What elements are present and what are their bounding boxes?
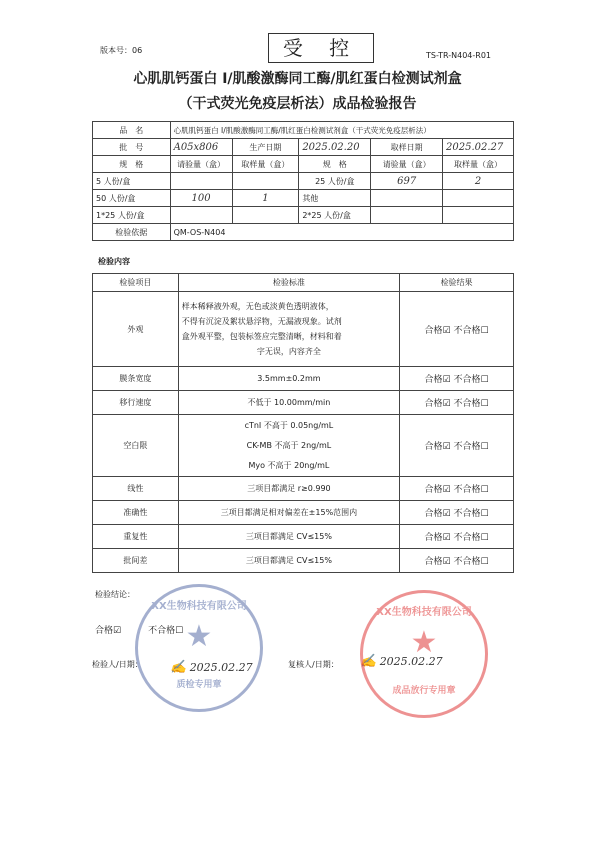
pass-checkbox[interactable]: 合格☑ (424, 325, 451, 336)
std-line: CK-MB 不高于 2ng/mL (246, 440, 332, 450)
product-info-table (92, 121, 514, 241)
req-right: 697 (371, 173, 443, 190)
take-label-left: 取样量（盒） (232, 156, 299, 173)
star-icon: ★ (185, 619, 213, 654)
take-right (443, 207, 514, 224)
header-result: 检验结果 (400, 274, 514, 292)
item-standard: 不低于 10.00mm/min (178, 391, 399, 415)
item-standard (178, 292, 399, 367)
inspection-seal: XX生物科技有限公司 ★ 质检专用章 (135, 584, 263, 712)
spec-right: 其他 (299, 190, 371, 207)
reviewer-date: 2025.02.27 (379, 655, 443, 668)
item-name: 空白限 (93, 415, 179, 477)
fail-checkbox[interactable]: 不合格☐ (453, 399, 489, 409)
spec-left: 50 人份/盒 (93, 190, 171, 207)
take-left (232, 173, 299, 190)
item-result (400, 549, 514, 573)
product-value: 心肌肌钙蛋白 I/肌酸激酶同工酶/肌红蛋白检测试剂盒（干式荧光免疫层析法） (170, 122, 513, 139)
item-name: 批间差 (93, 549, 179, 573)
fail-checkbox[interactable]: 不合格☐ (453, 557, 489, 567)
reviewer-signature: ✍ 2025.02.27 (360, 654, 443, 669)
sample-date-label: 取样日期 (371, 139, 443, 156)
item-result (400, 501, 514, 525)
item-standard: 三项目都满足 CV≤15% (178, 525, 399, 549)
item-row (93, 477, 514, 501)
take-right: 2 (443, 173, 514, 190)
spec-left: 5 人份/盒 (93, 173, 171, 190)
std-line: Myo 不高于 20ng/mL (248, 460, 330, 470)
inspector-signature: ✍ 2025.02.27 (170, 660, 253, 675)
header-std: 检验标准 (178, 274, 399, 292)
item-row (93, 391, 514, 415)
fail-checkbox[interactable]: 不合格☐ (453, 325, 489, 336)
take-right (443, 190, 514, 207)
pass-checkbox[interactable]: 合格☑ (424, 375, 451, 385)
item-row (93, 415, 514, 477)
items-header-row (93, 274, 514, 292)
section-title: 检验内容 (98, 257, 130, 266)
spec-row (93, 207, 514, 224)
take-label-right: 取样量（盒） (443, 156, 514, 173)
req-left (170, 173, 232, 190)
prod-date-value: 2025.02.20 (299, 139, 371, 156)
spec-left: 1*25 人份/盒 (93, 207, 171, 224)
take-left: 1 (232, 190, 299, 207)
spec-label-right: 规 格 (299, 156, 371, 173)
item-result (400, 525, 514, 549)
product-label: 品 名 (93, 122, 171, 139)
inspector-date: 2025.02.27 (189, 661, 253, 674)
std-line: 不得有沉淀及絮状悬浮物，无漏液现象。试剂 (181, 317, 342, 326)
req-label-left: 请验量（盒） (170, 156, 232, 173)
item-standard: 三项目都满足相对偏差在±15%范围内 (178, 501, 399, 525)
item-row (93, 549, 514, 573)
pass-checkbox[interactable]: 合格☑ (424, 485, 451, 495)
item-standard: 3.5mm±0.2mm (178, 367, 399, 391)
spec-row (93, 173, 514, 190)
prod-date-label: 生产日期 (232, 139, 299, 156)
header-item: 检验项目 (93, 274, 179, 292)
item-name: 膜条宽度 (93, 367, 179, 391)
std-line: 盒外观平整，包装标签应完整清晰，材料和着 (181, 332, 342, 341)
batch-value: A05x806 (170, 139, 232, 156)
item-name: 重复性 (93, 525, 179, 549)
req-label-right: 请验量（盒） (371, 156, 443, 173)
document-code: TS-TR-N404-R01 (426, 51, 492, 60)
item-row (93, 292, 514, 367)
spec-header-row (93, 156, 514, 173)
std-line: 样本稀释液外观，无色或淡黄色透明液体， (181, 302, 334, 311)
conclusion-pass-checkbox[interactable]: 合格☑ (95, 626, 122, 636)
reviewer-label: 复核人/日期： (288, 660, 339, 669)
item-name: 线性 (93, 477, 179, 501)
item-result (400, 292, 514, 367)
fail-checkbox[interactable]: 不合格☐ (453, 509, 489, 519)
req-right (371, 207, 443, 224)
fail-checkbox[interactable]: 不合格☐ (453, 442, 489, 452)
release-seal: XX生物科技有限公司 ★ 成品放行专用章 (360, 590, 488, 718)
item-standard: 三项目都满足 r≥0.990 (178, 477, 399, 501)
pass-checkbox[interactable]: 合格☑ (424, 442, 451, 452)
basis-row (93, 224, 514, 241)
req-left: 100 (170, 190, 232, 207)
controlled-stamp: 受 控 (268, 33, 374, 63)
req-right (371, 190, 443, 207)
report-title-line2: （干式荧光免疫层析法）成品检验报告 (178, 96, 417, 112)
std-line: cTnI 不高于 0.05ng/mL (244, 420, 334, 430)
item-row (93, 525, 514, 549)
spec-label-left: 规 格 (93, 156, 171, 173)
item-name: 准确性 (93, 501, 179, 525)
version-number: 版本号：06 (100, 46, 143, 55)
pass-checkbox[interactable]: 合格☑ (424, 399, 451, 409)
batch-label: 批 号 (93, 139, 171, 156)
spec-right: 2*25 人份/盒 (299, 207, 371, 224)
conclusion-label: 检验结论： (95, 590, 135, 599)
spec-right: 25 人份/盒 (299, 173, 371, 190)
star-icon: ★ (410, 625, 438, 660)
pass-checkbox[interactable]: 合格☑ (424, 557, 451, 567)
item-name: 移行速度 (93, 391, 179, 415)
req-left (170, 207, 232, 224)
item-row (93, 501, 514, 525)
item-name: 外观 (93, 292, 179, 367)
std-line: 字无误，内容齐全 (256, 347, 321, 356)
item-standard: 三项目都满足 CV≤15% (178, 549, 399, 573)
fail-checkbox[interactable]: 不合格☐ (453, 485, 489, 495)
pass-checkbox[interactable]: 合格☑ (424, 509, 451, 519)
inspector-label: 检验人/日期： (92, 660, 143, 669)
item-row (93, 367, 514, 391)
item-result (400, 367, 514, 391)
sample-date-value: 2025.02.27 (443, 139, 514, 156)
batch-row (93, 139, 514, 156)
basis-label: 检验依据 (93, 224, 171, 241)
pass-checkbox[interactable]: 合格☑ (424, 533, 451, 543)
product-row (93, 122, 514, 139)
fail-checkbox[interactable]: 不合格☐ (453, 375, 489, 385)
take-left (232, 207, 299, 224)
item-result (400, 477, 514, 501)
inspection-items-table (92, 273, 514, 573)
conclusion-fail-checkbox[interactable]: 不合格☐ (148, 626, 184, 636)
item-standard (178, 415, 399, 477)
spec-row (93, 190, 514, 207)
item-result (400, 415, 514, 477)
report-title-line1: 心肌肌钙蛋白 I/肌酸激酶同工酶/肌红蛋白检测试剂盒 (133, 71, 462, 87)
fail-checkbox[interactable]: 不合格☐ (453, 533, 489, 543)
item-result (400, 391, 514, 415)
basis-value: QM-OS-N404 (170, 224, 513, 241)
